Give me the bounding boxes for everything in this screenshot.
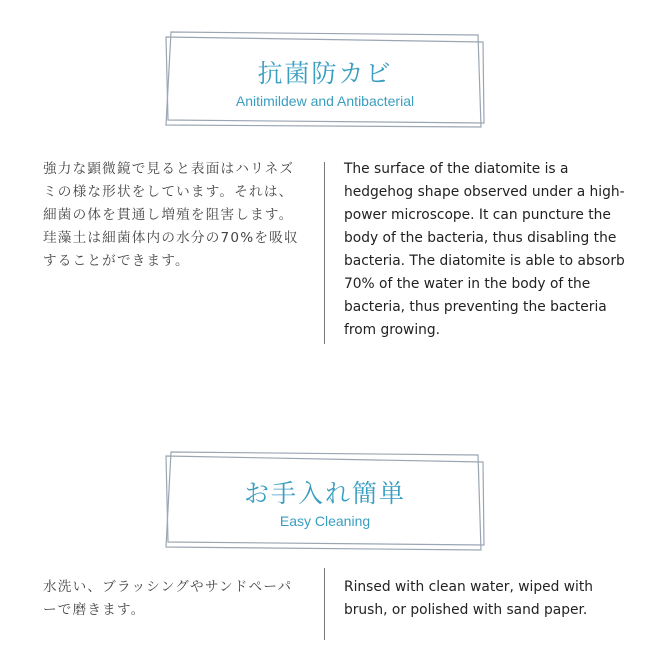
section1-subtitle: Anitimildew and Antibacterial (235, 93, 415, 109)
section2-header (164, 450, 486, 553)
section1-divider (324, 162, 325, 344)
section1-title: 抗菌防カビ (257, 59, 393, 88)
section2-title: お手入れ簡単 (243, 479, 406, 508)
section1-jp-text: 強力な顕微鏡で見ると表面はハリネズミの様な形状をしています。それは、細菌の体を貫通し増殖を阻害します。珪藻土は細菌体内の水分の70%を吸収することができます。 (43, 161, 299, 269)
section2-en-text: Rinsed with clean water, wiped with brush, or polished with sand paper. (344, 579, 593, 618)
section2-subtitle: Easy Cleaning (279, 513, 371, 529)
section1-header (164, 30, 486, 130)
section2-divider (324, 568, 325, 640)
section2-jp-text: 水洗い、ブラッシングやサンドペーパーで磨きます。 (43, 579, 293, 618)
section1-en-text: The surface of the diatomite is a hedgehog shape observed under a high-power microscope. It can puncture the body of the bacteria, thus disabling the bacteria. The diatomite is able to absorb 70% of the water in the body of the bacteria, thus preventing the bacteria from growing. (344, 161, 625, 338)
